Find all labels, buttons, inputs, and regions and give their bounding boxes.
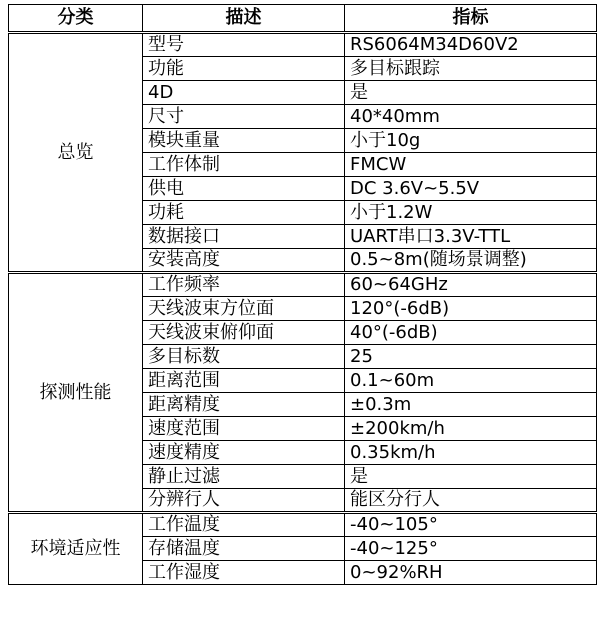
value-cell: 是 (345, 465, 597, 489)
description-cell: 天线波束方位面 (143, 297, 345, 321)
value-cell: RS6064M34D60V2 (345, 33, 597, 57)
value-cell: 小于10g (345, 129, 597, 153)
description-cell: 工作湿度 (143, 561, 345, 585)
value-cell: -40~125° (345, 537, 597, 561)
description-cell: 多目标数 (143, 345, 345, 369)
value-cell: UART串口3.3V-TTL (345, 225, 597, 249)
description-cell: 4D (143, 81, 345, 105)
value-cell: 25 (345, 345, 597, 369)
description-cell: 天线波束俯仰面 (143, 321, 345, 345)
description-cell: 距离范围 (143, 369, 345, 393)
description-cell: 工作频率 (143, 273, 345, 297)
value-cell: 能区分行人 (345, 489, 597, 513)
description-cell: 功能 (143, 57, 345, 81)
description-cell: 功耗 (143, 201, 345, 225)
header-specification: 指标 (345, 5, 597, 33)
value-cell: 0.5~8m(随场景调整) (345, 249, 597, 273)
table-row (9, 33, 597, 57)
description-cell: 数据接口 (143, 225, 345, 249)
table-body (9, 33, 597, 585)
value-cell: 40*40mm (345, 105, 597, 129)
description-cell: 工作体制 (143, 153, 345, 177)
value-cell: 40°(-6dB) (345, 321, 597, 345)
value-cell: -40~105° (345, 513, 597, 537)
value-cell: DC 3.6V~5.5V (345, 177, 597, 201)
value-cell: 是 (345, 81, 597, 105)
table-row (9, 273, 597, 297)
value-cell: FMCW (345, 153, 597, 177)
table-row (9, 513, 597, 537)
header-description: 描述 (143, 5, 345, 33)
description-cell: 型号 (143, 33, 345, 57)
value-cell: ±200km/h (345, 417, 597, 441)
value-cell: 多目标跟踪 (345, 57, 597, 81)
description-cell: 模块重量 (143, 129, 345, 153)
description-cell: 静止过滤 (143, 465, 345, 489)
description-cell: 距离精度 (143, 393, 345, 417)
description-cell: 分辨行人 (143, 489, 345, 513)
header-category: 分类 (9, 5, 143, 33)
category-cell: 环境适应性 (9, 513, 143, 585)
value-cell: 0.35km/h (345, 441, 597, 465)
category-cell: 探测性能 (9, 273, 143, 513)
value-cell: ±0.3m (345, 393, 597, 417)
value-cell: 60~64GHz (345, 273, 597, 297)
value-cell: 120°(-6dB) (345, 297, 597, 321)
category-cell: 总览 (9, 33, 143, 273)
description-cell: 存储温度 (143, 537, 345, 561)
description-cell: 速度范围 (143, 417, 345, 441)
header-row (9, 5, 597, 33)
description-cell: 供电 (143, 177, 345, 201)
description-cell: 工作温度 (143, 513, 345, 537)
description-cell: 尺寸 (143, 105, 345, 129)
value-cell: 0.1~60m (345, 369, 597, 393)
value-cell: 小于1.2W (345, 201, 597, 225)
spec-table (8, 4, 597, 585)
description-cell: 安装高度 (143, 249, 345, 273)
value-cell: 0~92%RH (345, 561, 597, 585)
table-header (9, 5, 597, 33)
description-cell: 速度精度 (143, 441, 345, 465)
